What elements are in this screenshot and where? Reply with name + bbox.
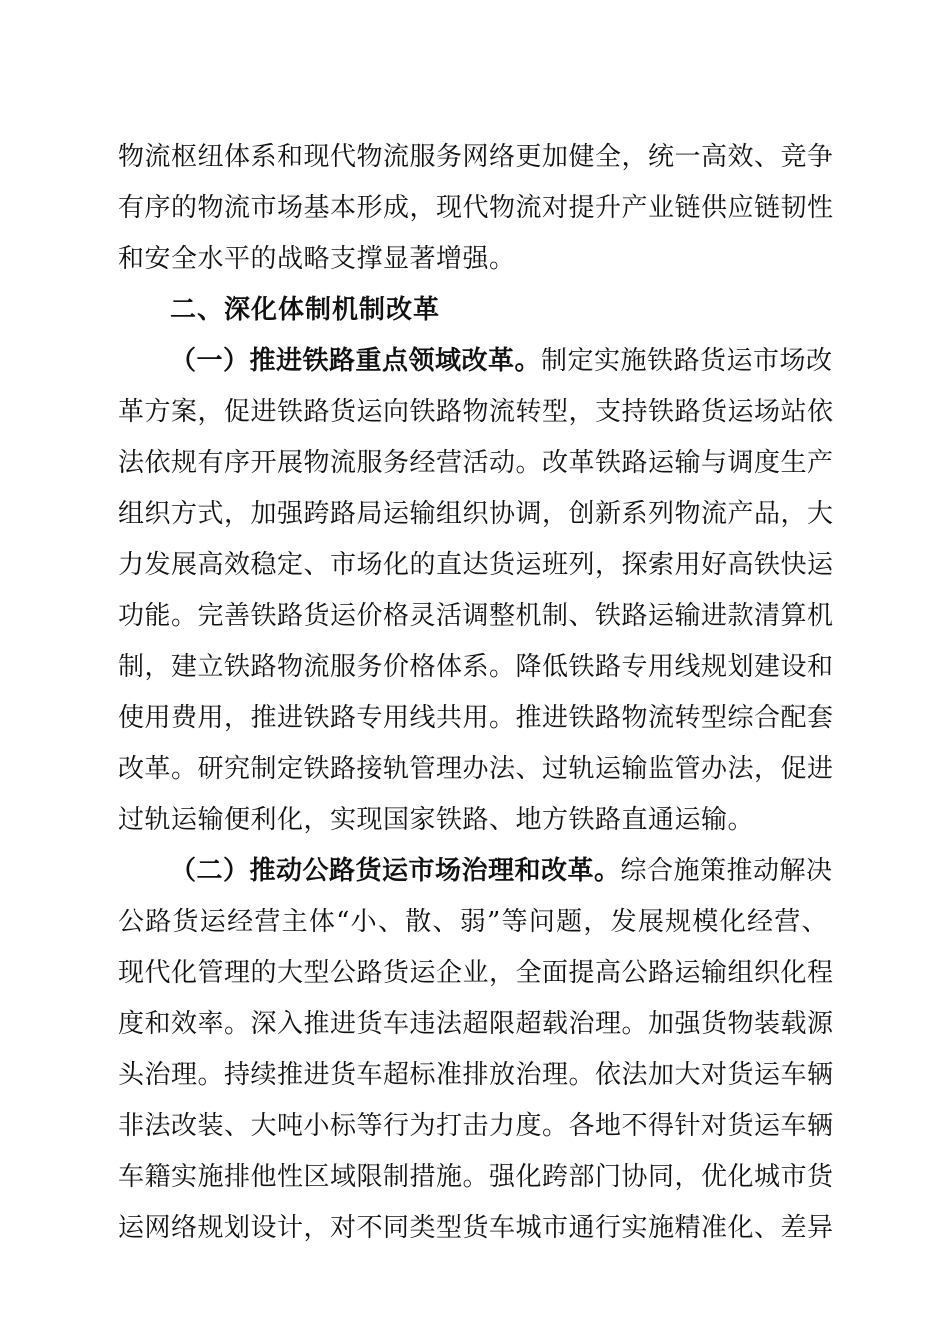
section-heading: 二、深化体制机制改革: [170, 295, 441, 325]
item1-line: 使用费用，推进铁路专用线共用。推进铁路物流转型综合配套: [118, 703, 834, 733]
item1-line: 革方案，促进铁路货运向铁路物流转型，支持铁路货运场站依: [118, 397, 834, 427]
item1-line: 功能。完善铁路货运价格灵活调整机制、铁路运输进款清算机: [118, 601, 834, 631]
item1-lead: （一）推进铁路重点领域改革。: [170, 346, 542, 376]
intro-line: 和安全水平的战略支撑显著增强。: [118, 244, 516, 274]
item2-line: 非法改装、大吨小标等行为打击力度。各地不得针对货运车辆: [118, 1111, 834, 1141]
item2-line: 头治理。持续推进货车超标准排放治理。依法加大对货运车辆: [118, 1060, 834, 1090]
item1-line: 法依规有序开展物流服务经营活动。改革铁路运输与调度生产: [118, 448, 834, 478]
item1-line: 制，建立铁路物流服务价格体系。降低铁路专用线规划建设和: [118, 652, 834, 682]
item2-line: 公路货运经营主体“小、散、弱”等问题，发展规模化经营、: [118, 907, 828, 937]
item1-line: 组织方式，加强跨路局运输组织协调，创新系列物流产品，大: [118, 499, 834, 529]
intro-line: 有序的物流市场基本形成，现代物流对提升产业链供应链韧性: [118, 193, 834, 223]
item2-line: 度和效率。深入推进货车违法超限超载治理。加强货物装载源: [118, 1009, 834, 1039]
item1-line: 过轨运输便利化，实现国家铁路、地方铁路直通运输。: [118, 805, 755, 835]
item2-lead: （二）推动公路货运市场治理和改革。: [170, 856, 621, 886]
item2-first-line-rest: 综合施策推动解决: [620, 856, 833, 886]
item1-first-line: [170, 342, 833, 380]
item1-line: 改革。研究制定铁路接轨管理办法、过轨运输监管办法，促进: [118, 754, 834, 784]
item1-first-line-rest: 制定实施铁路货运市场改: [541, 346, 833, 376]
item1-line: 力发展高效稳定、市场化的直达货运班列，探索用好高铁快运: [118, 550, 834, 580]
item2-line: 现代化管理的大型公路货运企业，全面提高公路运输组织化程: [118, 958, 834, 988]
item2-line: 车籍实施排他性区域限制措施。强化跨部门协同，优化城市货: [118, 1162, 834, 1192]
item2-first-line: [170, 852, 833, 890]
item2-line: 运网络规划设计，对不同类型货车城市通行实施精准化、差异: [118, 1213, 834, 1243]
intro-line: 物流枢纽体系和现代物流服务网络更加健全，统一高效、竞争: [118, 142, 834, 172]
